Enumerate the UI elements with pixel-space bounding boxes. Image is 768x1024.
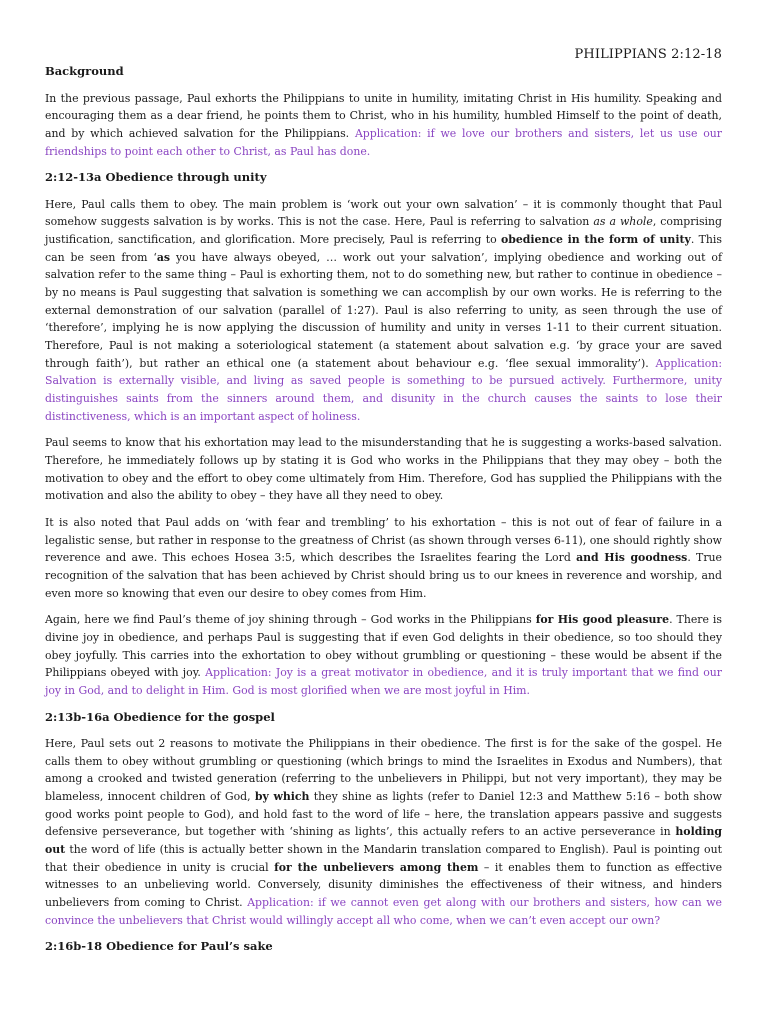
paragraph-text: Paul seems to know that his exhortation may lead to the misunderstanding that he is suggesting a works-based salvation. Therefore, he immediately follows up by stating it is God who works in the Philippians that they may obey – both the motivation to obey and the effort to obey come ultimately from Him. Therefore, God has supplied the Philippians with the motivation and also the ability to obey – they have all they need to obey. xyxy=(45,436,722,503)
paragraph-gospel-1 xyxy=(45,735,722,929)
bold-text: for the unbelievers among them xyxy=(274,860,479,874)
paragraph-text: , comprising justification, sanctification, and glorification. More precisely, Paul is referring to xyxy=(45,215,723,247)
paragraph-unity-1 xyxy=(45,196,722,426)
bold-text: by which xyxy=(254,790,310,804)
application-note: Application: if we cannot even get along with our brothers and sisters, how can we convince the unbelievers that Christ would willingly accept all who come, when we can’t even accept our own? xyxy=(45,896,722,927)
paragraph-text: they shine as lights (refer to Daniel 12:3 and Matthew 5:16 – both show good works point people to God), and hold fast to the word of life – here, the translation appears passive and suggests defensive perseverance, but together with ‘shining as lights’, this actually refers to an active perseverance in xyxy=(45,790,723,839)
paragraph-text: . This can be seen from ‘ xyxy=(45,233,722,264)
paragraph-text: the word of life (this is actually better shown in the Mandarin translation compared to English). Paul is pointing out that their obedience in unity is crucial xyxy=(45,843,722,874)
paragraph-text: – it enables them to function as effective witnesses to an unbelieving world. Conversely, disunity diminishes the effectiveness of their witness, and hinders unbelievers from coming to Christ. xyxy=(45,860,723,910)
paragraph-background xyxy=(45,90,722,161)
italic-text: as a whole xyxy=(593,215,653,229)
paragraph-unity-3 xyxy=(45,514,722,602)
paragraph-text: It is also noted that Paul adds on ‘with fear and trembling’ to his exhortation – this is not out of fear of failure in a legalistic sense, but rather in response to the greatness of Christ (as shown through verses 6-11), one should rightly show reverence and awe. This echoes Hosea 3:5, which describes the Israelites fearing the Lord xyxy=(45,515,722,565)
paragraph-text: you have always obeyed, … work out your salvation’, implying obedience and working out of salvation refer to the same thing – Paul is exhorting them, not to do something new, but rather to continue in obedience – by no means is Paul suggesting that salvation is something we can accomplish by our own works. He is referring to the external demonstration of our salvation (parallel of 1:27). Paul is also referring to unity, as seen through the use of ‘therefore’, implying he is now applying the discussion of humility and unity in verses 1-11 to their current situation. Therefore, Paul is not making a soteriological statement (a statement about salvation e.g. ‘by grace your are saved through faith’), but rather an ethical one (a statement about behaviour e.g. ‘flee sexual immorality’). xyxy=(45,250,722,370)
document-title: PHILIPPIANS 2:12-18 xyxy=(574,47,722,62)
application-note: Application: if we love our brothers and sisters, let us use our friendships to point each other to Christ, as Paul has done. xyxy=(45,126,722,158)
application-note: Application: Salvation is externally visible, and living as saved people is something to be pursued actively. Furthermore, unity distinguishes saints from the sinners around them, and disunity in the church causes the saints to lose their distinctiveness, which is an important aspect of holiness. xyxy=(45,356,722,423)
paragraph-text: Again, here we find Paul’s theme of joy shining through – God works in the Philippians xyxy=(45,613,536,627)
paragraph-text: In the previous passage, Paul exhorts the Philippians to unite in humility, imitating Christ in His humility. Speaking and encouraging them as a dear friend, he points them to Christ, who in his humility, humbled Himself to the point of death, and by which achieved salvation for the Philippians. xyxy=(45,91,722,140)
bold-text: as xyxy=(156,250,171,264)
paragraph-text: Here, Paul sets out 2 reasons to motivate the Philippians in their obedience. The first is for the sake of the gospel. He calls them to obey without grumbling or questioning (which brings to mind the Israelites in Exodus and Numbers), that among a crooked and twisted generation (referring to the unbelievers in Philippi, but not very important), they may be blameless, innocent children of God, xyxy=(45,737,722,804)
document-body xyxy=(45,63,722,965)
bold-text: for His good pleasure xyxy=(535,613,670,627)
application-note: Application: Joy is a great motivator in obedience, and it is truly important that we find our joy in God, and to delight in Him. God is most glorified when we are most joyful in Him. xyxy=(45,666,723,697)
paragraph-text: . True recognition of the salvation that has been achieved by Christ should bring us to our knees in reverence and worship, and even more so knowing that even our desire to obey comes from Him. xyxy=(45,551,722,600)
paragraph-text: . There is divine joy in obedience, and perhaps Paul is suggesting that if even God delights in their obedience, so too should they obey joyfully. This carries into the exhortation to obey without grumbling or questioning – these would be absent if the Philippians obeyed with joy. xyxy=(45,613,722,680)
section-heading-obedience-for-pauls-sake: 2:16b-18 Obedience for Paul’s sake xyxy=(45,939,273,954)
paragraph-text: Here, Paul calls them to obey. The main problem is ‘work out your own salvation’ – it is commonly thought that Paul somehow suggests salvation is by works. This is not the case. Here, Paul is referring to salvation xyxy=(45,197,722,229)
section-heading-obedience-for-the-gospel: 2:13b-16a Obedience for the gospel xyxy=(45,709,275,724)
section-heading-background: Background xyxy=(45,64,124,78)
bold-text: and His goodness xyxy=(576,551,688,565)
paragraph-unity-4 xyxy=(45,611,722,699)
bold-text: obedience in the form of unity xyxy=(500,233,691,247)
paragraph-unity-2 xyxy=(45,434,722,505)
bold-text: holding out xyxy=(45,825,722,857)
section-heading-obedience-through-unity: 2:12-13a Obedience through unity xyxy=(45,170,267,185)
